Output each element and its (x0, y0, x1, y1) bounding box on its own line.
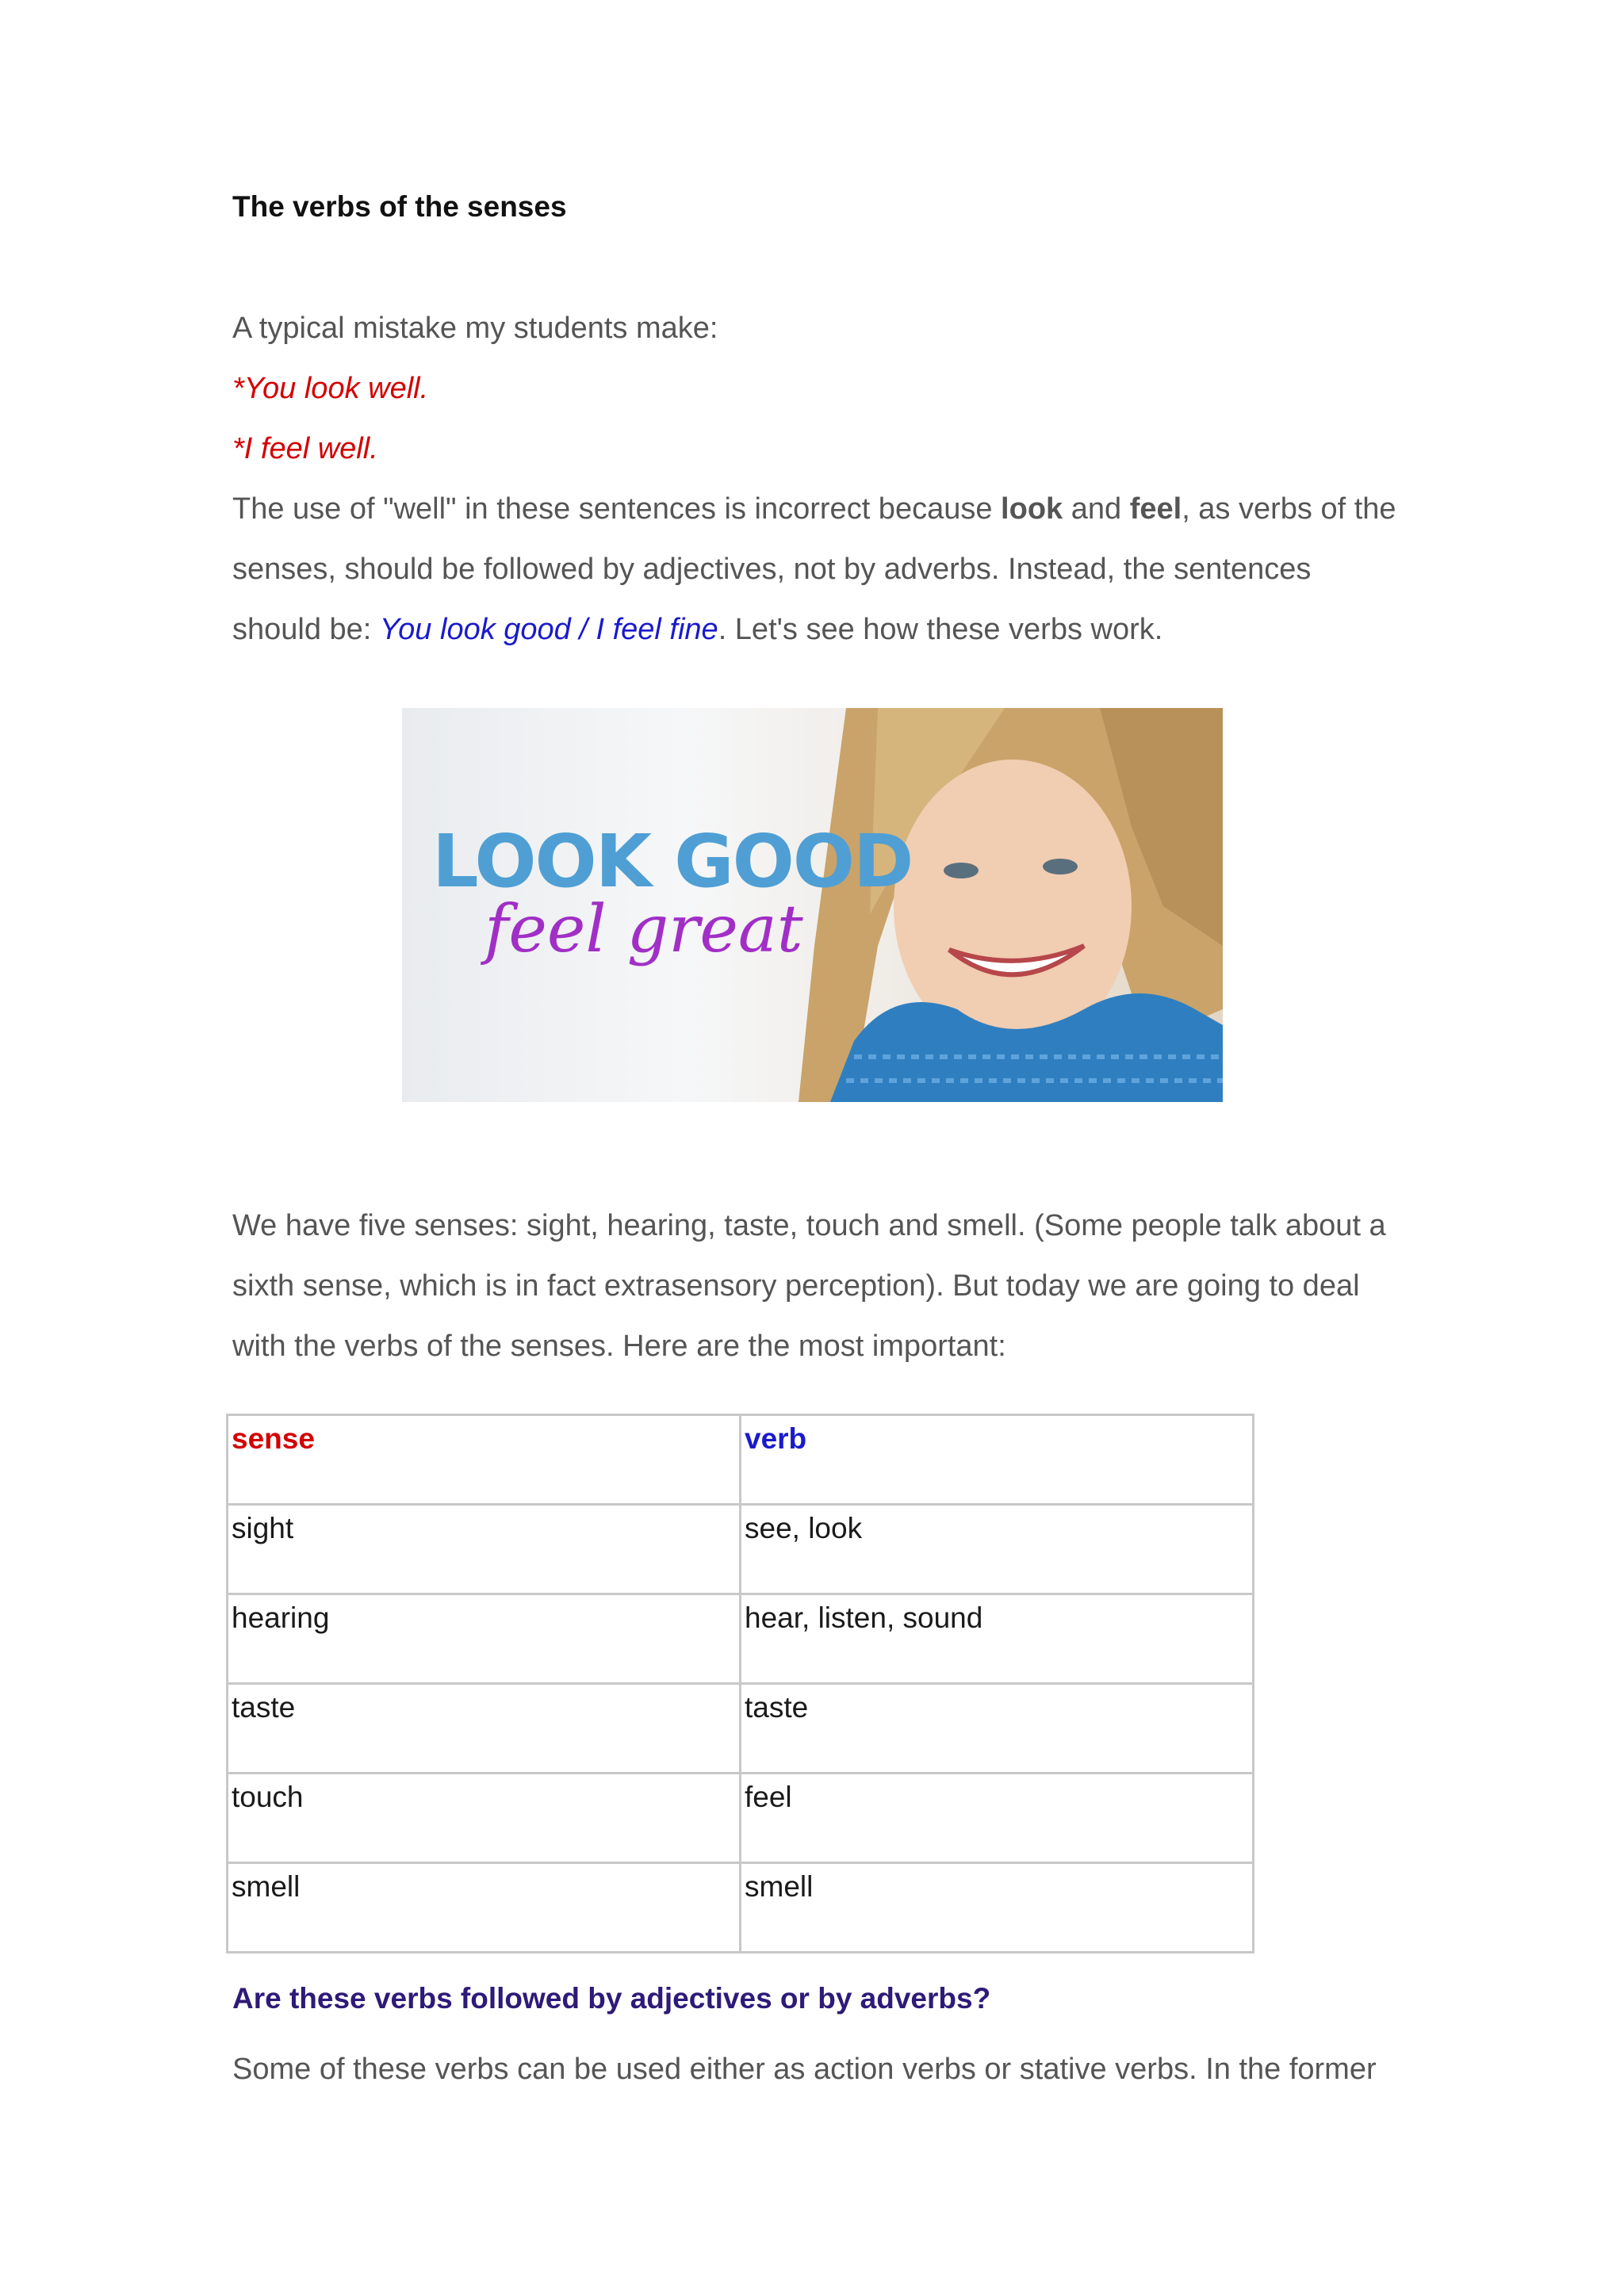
keyword-look: look (1001, 492, 1063, 526)
explanation-text: . Let's see how these verbs work. (718, 613, 1163, 646)
senses-intro-line-2: sixth sense, which is in fact extrasensory perception). But today we are going to deal (232, 1269, 1360, 1303)
table-cell-verb: hear, listen, sound (741, 1594, 1254, 1684)
body-text-last-line: Some of these verbs can be used either as action verbs or stative verbs. In the former (232, 2053, 1377, 2086)
table-row (228, 1863, 1254, 1953)
intro-text: A typical mistake my students make: (232, 312, 718, 345)
explanation-text: and (1063, 492, 1130, 526)
table-cell-sense: taste (228, 1684, 741, 1774)
image-tagline: feel great (485, 892, 803, 967)
table-row (228, 1774, 1254, 1863)
table-header-row (228, 1415, 1254, 1505)
table-row (228, 1684, 1254, 1774)
senses-intro-line-1: We have five senses: sight, hearing, taste, touch and smell. (Some people talk about a (232, 1209, 1386, 1242)
table-cell-verb: see, look (741, 1505, 1254, 1594)
senses-table (226, 1414, 1254, 1954)
table-cell-sense: smell (228, 1863, 741, 1953)
table-cell-sense: hearing (228, 1594, 741, 1684)
header-verb: verb (741, 1415, 1254, 1505)
table-cell-sense: touch (228, 1774, 741, 1863)
mistake-example-2: *I feel well. (232, 432, 378, 465)
table-cell-verb: taste (741, 1684, 1254, 1774)
explanation-text: should be: (232, 613, 380, 646)
mistake-example-1: *You look well. (232, 372, 429, 405)
table-row (228, 1594, 1254, 1684)
page-title: The verbs of the senses (232, 190, 567, 223)
explanation-line-3 (232, 599, 1162, 660)
explanation-line-1 (232, 479, 1396, 539)
header-sense: sense (228, 1415, 741, 1505)
image-headline: LOOK GOOD (432, 819, 913, 904)
keyword-feel: feel (1129, 492, 1182, 526)
explanation-text: , as verbs of the (1182, 492, 1396, 526)
section-heading: Are these verbs followed by adjectives or by adverbs? (232, 1982, 991, 2015)
table-cell-sense: sight (228, 1505, 741, 1594)
correct-example: You look good / I feel fine (379, 613, 718, 646)
senses-intro-line-3: with the verbs of the senses. Here are the most important: (232, 1330, 1006, 1363)
look-good-feel-great-image (402, 708, 1223, 1102)
table-row (228, 1505, 1254, 1594)
explanation-line-2: senses, should be followed by adjectives, not by adverbs. Instead, the sentences (232, 553, 1312, 586)
table-cell-verb: feel (741, 1774, 1254, 1863)
table-cell-verb: smell (741, 1863, 1254, 1953)
explanation-text: The use of "well" in these sentences is incorrect because (232, 492, 1002, 526)
